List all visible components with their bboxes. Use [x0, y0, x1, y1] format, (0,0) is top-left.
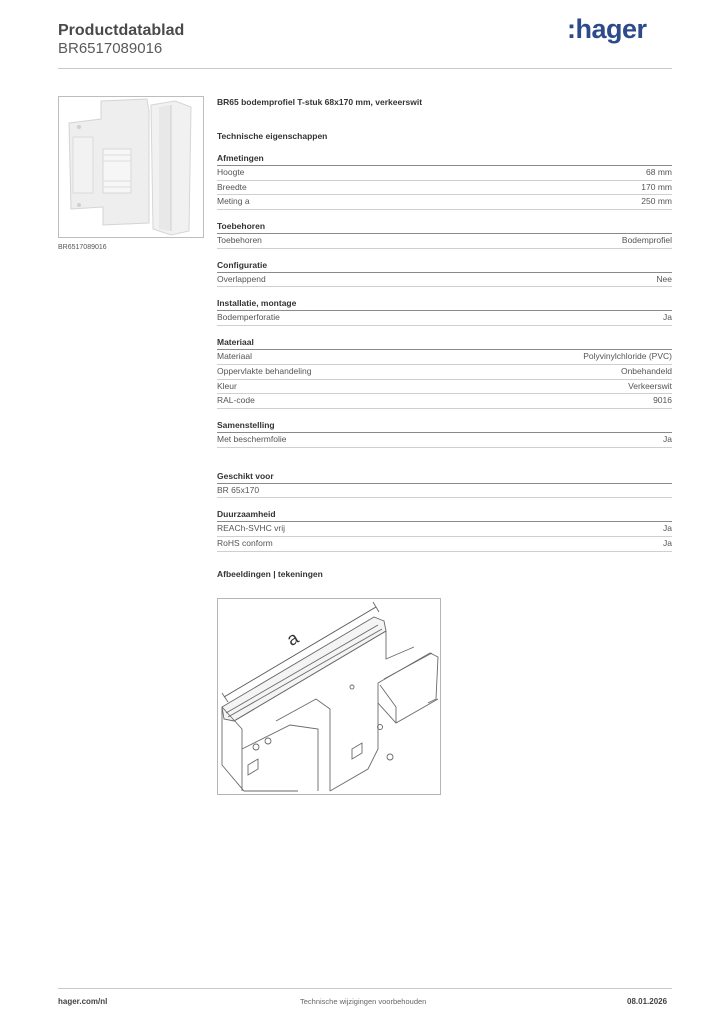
property-label: REACh-SVHC vrij — [217, 523, 286, 534]
property-value: Ja — [663, 523, 672, 534]
property-section — [217, 419, 672, 448]
footer-disclaimer: Technische wijzigingen voorbehouden — [300, 997, 427, 1006]
footer-website-link[interactable]: hager.com/nl — [58, 997, 108, 1006]
property-value: Ja — [663, 433, 672, 444]
product-title: BR65 bodemprofiel T-stuk 68x170 mm, verkeerswit — [217, 97, 423, 107]
property-section — [217, 220, 672, 249]
property-row — [217, 166, 672, 181]
property-row — [217, 522, 672, 537]
product-content — [217, 96, 672, 581]
section-heading: Toebehoren — [217, 220, 672, 234]
thumbnail-caption: BR6517089016 — [58, 244, 107, 251]
property-label: Oppervlakte behandeling — [217, 365, 312, 376]
section-heading: Geschikt voor — [217, 470, 672, 484]
property-sections — [217, 152, 672, 581]
property-value: Ja — [663, 537, 672, 548]
section-heading: Afbeeldingen | tekeningen — [217, 568, 323, 579]
property-row — [217, 350, 672, 365]
property-value: Onbehandeld — [620, 365, 672, 376]
property-row — [217, 394, 672, 409]
property-row — [217, 433, 672, 448]
section-heading: Installatie, montage — [217, 297, 672, 311]
property-row — [217, 181, 672, 196]
product-photo — [59, 97, 203, 237]
property-label: Materiaal — [217, 351, 252, 362]
property-value: Ja — [663, 312, 672, 323]
property-section — [217, 568, 672, 581]
property-section — [217, 152, 672, 210]
section-heading: Duurzaamheid — [217, 508, 672, 522]
property-row — [217, 234, 672, 249]
property-section — [217, 297, 672, 326]
property-row — [217, 365, 672, 380]
hager-logo: :hager — [567, 14, 647, 44]
t-piece-drawing — [218, 599, 440, 794]
property-label: RAL-code — [217, 395, 255, 406]
property-row — [217, 537, 672, 552]
header-divider — [58, 68, 672, 69]
property-label: Overlappend — [217, 273, 266, 284]
property-label: Toebehoren — [217, 235, 262, 246]
property-value: Nee — [656, 273, 672, 284]
section-heading: Configuratie — [217, 259, 672, 273]
page-title: Productdatablad — [58, 22, 185, 39]
property-section — [217, 508, 672, 551]
product-thumbnail — [58, 96, 204, 238]
property-value: 68 mm — [646, 167, 672, 177]
property-value: 250 mm — [641, 196, 672, 207]
property-value: Verkeerswit — [628, 380, 672, 391]
property-label: Kleur — [217, 380, 237, 391]
property-label: Meting a — [217, 196, 250, 207]
section-heading: Afmetingen — [217, 152, 672, 166]
property-row — [217, 311, 672, 326]
footer-date: 08.01.2026 — [627, 997, 668, 1006]
dimension-a-label: a — [283, 627, 302, 650]
section-heading: Materiaal — [217, 336, 672, 350]
property-section — [217, 336, 672, 409]
property-value: Bodemprofiel — [621, 235, 672, 246]
property-label: Bodemperforatie — [217, 312, 280, 323]
property-label: RoHS conform — [217, 537, 273, 548]
property-label: Hoogte — [217, 167, 245, 177]
product-number: BR6517089016 — [58, 40, 163, 57]
property-label: BR 65x170 — [217, 484, 260, 495]
technical-drawing — [217, 598, 441, 795]
property-value: 9016 — [653, 395, 672, 406]
property-section — [217, 470, 672, 499]
property-value: Polyvinylchloride (PVC) — [583, 351, 672, 362]
section-heading: Samenstelling — [217, 419, 672, 433]
property-section — [217, 259, 672, 288]
property-label: Breedte — [217, 181, 247, 192]
property-label: Met beschermfolie — [217, 433, 287, 444]
property-row — [217, 484, 672, 499]
tech-properties-heading: Technische eigenschappen — [217, 131, 328, 141]
footer-divider — [58, 988, 672, 989]
property-row — [217, 273, 672, 288]
property-value: 170 mm — [641, 181, 672, 192]
property-row — [217, 195, 672, 210]
property-row — [217, 380, 672, 395]
